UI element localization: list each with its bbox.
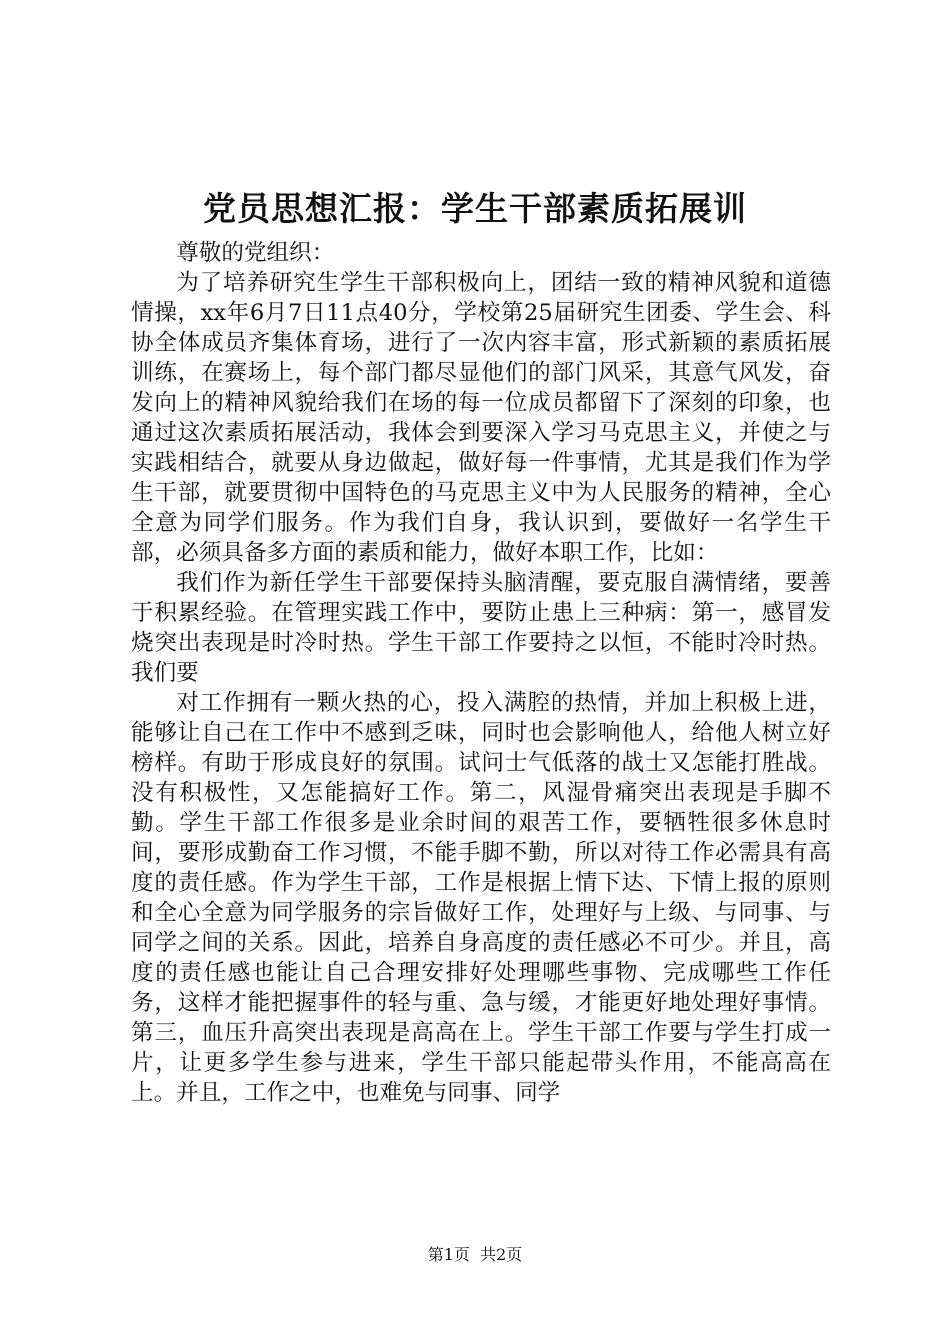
paragraph: 为了培养研究生学生干部积极向上，团结一致的精神风貌和道德情操，xx年6月7日11点40分，学校第25届研究生团委、学生会、科协全体成员齐集体育场，进行了一次内容丰富，形式新颖的素质拓展训练，在赛场上，每个部门都尽显他们的部门风采，其意气风发，奋发向上的精神风貌给我们在场的每一位成员都留下了深刻的印象，也通过这次素质拓展活动，我体会到要深入学习马克思主义，并使之与实践相结合，就要从身边做起，做好每一件事情，尤其是我们作为学生干部，就要贯彻中国特色的马克思主义中为人民服务的精神，全心全意为同学们服务。作为我们自身，我认识到，要做好一名学生干部，必须具备多方面的素质和能力，做好本职工作，比如： (131, 270, 831, 566)
salutation: 尊敬的党组织： (176, 240, 335, 266)
paragraph: 我们作为新任学生干部要保持头脑清醒，要克服自满情绪，要善于积累经验。在管理实践工作中，要防止患上三种病：第一，感冒发烧突出表现是时冷时热。学生干部工作要持之以恒，不能时冷时热。我们要 (131, 570, 831, 686)
page-total: 共2页 (480, 1245, 523, 1264)
page-number: 第1页 (427, 1245, 470, 1264)
footer-spacer (470, 1245, 480, 1264)
page-footer (0, 1243, 950, 1267)
paragraph: 对工作拥有一颗火热的心，投入满腔的热情，并加上积极上进，能够让自己在工作中不感到乏味，同时也会影响他人，给他人树立好榜样。有助于形成良好的氛围。试问士气低落的战士又怎能打胜战。没有积极性，又怎能搞好工作。第二，风湿骨痛突出表现是手脚不勤。学生干部工作很多是业余时间的艰苦工作，要牺牲很多休息时间，要形成勤奋工作习惯，不能手脚不勤，所以对待工作必需具有高度的责任感。作为学生干部，工作是根据上情下达、下情上报的原则和全心全意为同学服务的宗旨做好工作，处理好与上级、与同事、与同学之间的关系。因此，培养自身高度的责任感必不可少。并且，高度的责任感也能让自己合理安排好处理哪些事物、完成哪些工作任务，这样才能把握事件的轻与重、急与缓，才能更好地处理好事情。第三，血压升高突出表现是高高在上。学生干部工作要与学生打成一片，让更多学生参与进来，学生干部只能起带头作用，不能高高在上。并且，工作之中，也难免与同事、同学 (131, 690, 831, 1106)
document-body (131, 238, 831, 1108)
document-title: 党员思想汇报：学生干部素质拓展训 (203, 189, 747, 228)
